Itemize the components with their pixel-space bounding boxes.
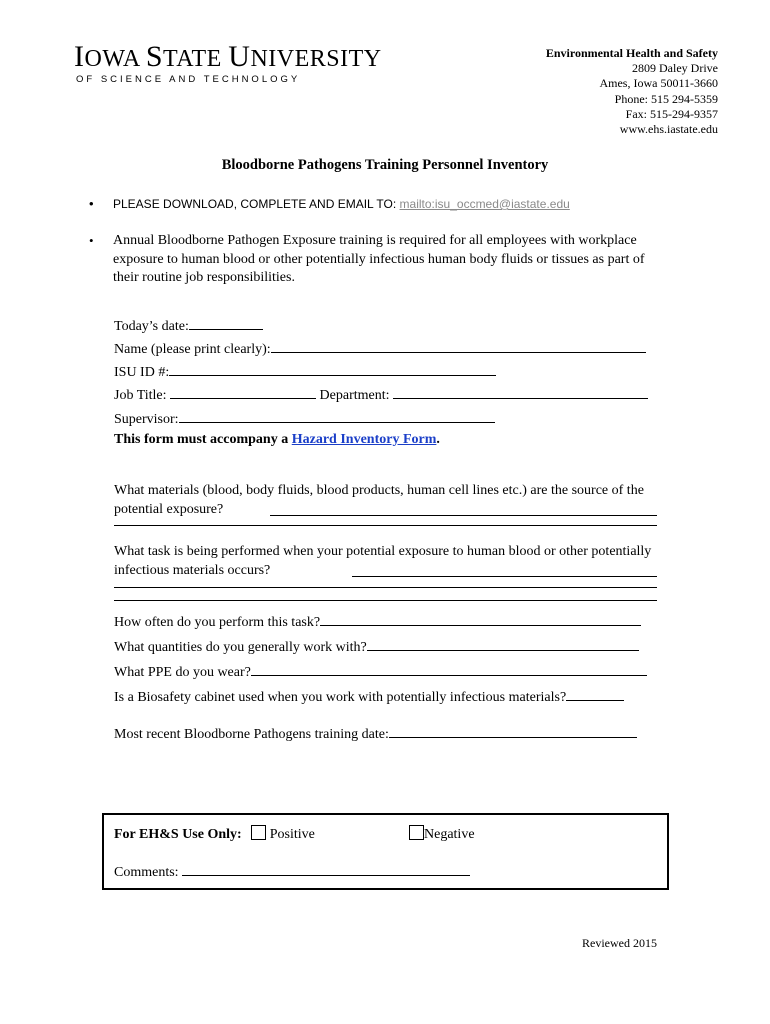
training-requirement-text: Annual Bloodborne Pathogen Exposure training is required for all employees with workplace exposure to human blood or other potentially infectious human body fluids or tissues as part of their routine job responsibilities. (113, 233, 645, 285)
ppe-input[interactable] (251, 661, 647, 676)
task-answer-line-2[interactable] (114, 600, 657, 601)
training-requirement (89, 232, 659, 292)
negative-checkbox[interactable] (409, 825, 424, 840)
department-name: Environmental Health and Safety (545, 46, 718, 60)
reviewed-date: Reviewed 2015 (582, 936, 657, 950)
biosafety-field (114, 686, 624, 706)
todays-date-input[interactable] (189, 315, 263, 330)
ehs-label: For EH&S Use Only: (114, 827, 242, 842)
university-logo-name: IOWA STATE UNIVERSITY (74, 40, 382, 73)
ppe-field (114, 661, 647, 681)
form-note: This form must accompany a Hazard Inventory Form . (114, 432, 440, 447)
quantities-label: What quantities do you generally work with? (114, 640, 367, 655)
todays-date-field (114, 315, 263, 335)
address-line: Ames, Iowa 50011-3660 (599, 76, 718, 91)
materials-answer-input[interactable] (270, 501, 657, 516)
ehs-use-only-box (102, 813, 669, 890)
university-logo-tagline: OF SCIENCE AND TECHNOLOGY (76, 74, 301, 85)
training-date-label: Most recent Bloodborne Pathogens training date: (114, 727, 389, 742)
bullet-icon: • (89, 196, 94, 211)
hazard-inventory-link[interactable]: Hazard Inventory Form (291, 432, 437, 447)
supervisor-input[interactable] (179, 408, 495, 423)
training-date-input[interactable] (389, 723, 637, 738)
quantities-field (114, 636, 639, 656)
negative-label: Negative (424, 827, 475, 842)
isu-id-label: ISU ID #: (114, 365, 170, 380)
name-input[interactable] (271, 338, 646, 353)
todays-date-label: Today’s date: (114, 319, 189, 334)
name-label: Name (please print clearly): (114, 342, 271, 357)
job-title-label: Job Title: (114, 388, 171, 403)
department-input[interactable] (393, 384, 648, 399)
email-link[interactable]: mailto:isu_occmed@iastate.edu (399, 197, 570, 211)
phone-line: Phone: 515 294-5359 (614, 91, 718, 106)
frequency-label: How often do you perform this task? (114, 615, 321, 630)
biosafety-label: Is a Biosafety cabinet used when you work with potentially infectious materials? (114, 690, 567, 705)
positive-label: Positive (269, 827, 315, 842)
comments-label: Comments: (114, 865, 183, 880)
positive-checkbox[interactable] (251, 825, 266, 840)
materials-question: What materials (blood, body fluids, blood products, human cell lines etc.) are the source of the potential exposure? (114, 483, 644, 517)
address-line: 2809 Daley Drive (632, 61, 718, 76)
task-answer-line[interactable] (114, 587, 657, 588)
frequency-input[interactable] (320, 611, 641, 626)
training-date-field (114, 723, 637, 743)
task-answer-input[interactable] (352, 562, 657, 577)
supervisor-field (114, 408, 495, 428)
supervisor-label: Supervisor: (114, 412, 179, 427)
biosafety-input[interactable] (566, 686, 624, 701)
job-department-field (114, 384, 648, 404)
ppe-label: What PPE do you wear? (114, 665, 251, 680)
department-label: Department: (316, 388, 394, 403)
name-field (114, 338, 646, 358)
document-title: Bloodborne Pathogens Training Personnel Inventory (221, 157, 549, 173)
task-question: What task is being performed when your potential exposure to human blood or other potentially infectious materials occurs? (114, 544, 652, 578)
job-title-input[interactable] (170, 384, 316, 399)
bullet-icon: • (89, 233, 94, 248)
website-line: www.ehs.iastate.edu (619, 122, 718, 137)
quantities-input[interactable] (367, 636, 639, 651)
isu-id-field (114, 361, 496, 381)
materials-answer-line[interactable] (114, 525, 657, 526)
isu-id-input[interactable] (169, 361, 496, 376)
fax-line: Fax: 515-294-9357 (625, 106, 718, 121)
download-instruction: • PLEASE DOWNLOAD, COMPLETE AND EMAIL TO: mailto:isu_occmed@iastate.edu (89, 196, 570, 211)
frequency-field (114, 611, 641, 631)
address-block (546, 46, 718, 137)
comments-input[interactable] (182, 861, 470, 876)
